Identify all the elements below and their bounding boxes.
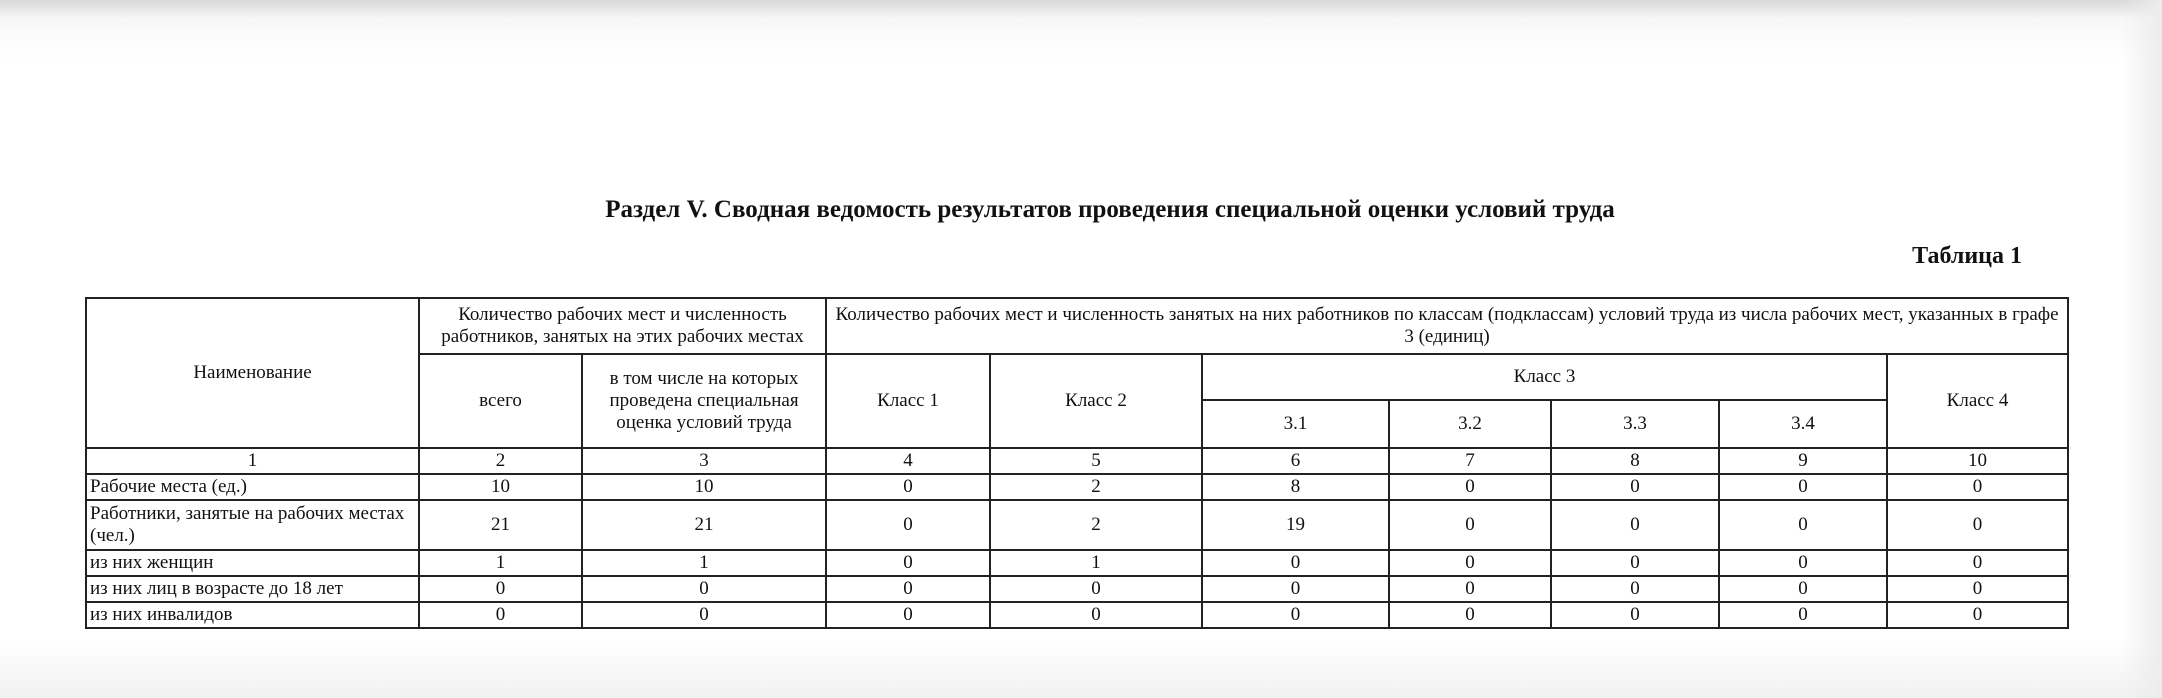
header-class-3-2: 3.2 [1389,400,1551,448]
row-label: из них инвалидов [86,602,419,628]
table-cell: 0 [826,474,990,500]
table-cell: 0 [826,576,990,602]
table-cell: 8 [1202,474,1389,500]
header-assessed: в том числе на которых проведена специальная оценка условий труда [582,354,826,448]
column-number: 3 [582,448,826,474]
column-number: 7 [1389,448,1551,474]
table-cell: 0 [419,602,582,628]
row-label: из них лиц в возрасте до 18 лет [86,576,419,602]
table-cell: 0 [1719,500,1887,550]
header-class-2: Класс 2 [990,354,1202,448]
table-cell: 2 [990,500,1202,550]
table-cell: 0 [1551,602,1719,628]
table-cell: 1 [419,550,582,576]
table-cell: 0 [582,602,826,628]
table-cell: 1 [990,550,1202,576]
column-number: 8 [1551,448,1719,474]
header-row-1 [86,298,2068,354]
table-cell: 21 [419,500,582,550]
table-cell: 0 [826,602,990,628]
column-number: 5 [990,448,1202,474]
table-cell: 0 [1551,474,1719,500]
table-cell: 21 [582,500,826,550]
header-workplaces-group: Количество рабочих мест и численность работников, занятых на этих рабочих местах [419,298,826,354]
column-number: 1 [86,448,419,474]
row-label: Рабочие места (ед.) [86,474,419,500]
table-row [86,474,2068,500]
table-cell: 0 [1551,500,1719,550]
table-row [86,500,2068,550]
scan-right-edge [2122,0,2162,698]
table-cell: 0 [1887,474,2068,500]
table-cell: 0 [1202,576,1389,602]
row-label: из них женщин [86,550,419,576]
section-title: Раздел V. Сводная ведомость результатов проведения специальной оценки условий труда [605,196,1615,223]
table-cell: 0 [1719,474,1887,500]
table-cell: 0 [1202,602,1389,628]
table-row [86,602,2068,628]
table-cell: 0 [1202,550,1389,576]
table-cell: 0 [1551,576,1719,602]
table-cell: 0 [1719,550,1887,576]
header-class-4: Класс 4 [1887,354,2068,448]
table-cell: 2 [990,474,1202,500]
summary-table [85,297,2069,629]
table-cell: 0 [582,576,826,602]
table-cell: 0 [1887,500,2068,550]
column-number: 6 [1202,448,1389,474]
table-cell: 0 [990,602,1202,628]
column-number: 2 [419,448,582,474]
header-class-3-3: 3.3 [1551,400,1719,448]
table-cell: 0 [1389,474,1551,500]
table-cell: 0 [1887,550,2068,576]
header-classes-group: Количество рабочих мест и численность занятых на них работников по классам (подклассам) условий труда из числа рабочих мест, указанных в графе 3 (единиц) [826,298,2068,354]
table-cell: 10 [582,474,826,500]
header-class-3-1: 3.1 [1202,400,1389,448]
header-class-3-4: 3.4 [1719,400,1887,448]
column-number: 10 [1887,448,2068,474]
table-cell: 0 [1719,602,1887,628]
table-cell: 0 [1389,576,1551,602]
header-total: всего [419,354,582,448]
scan-top-shadow [0,0,2162,18]
table-cell: 0 [990,576,1202,602]
table-cell: 0 [1887,602,2068,628]
table-cell: 0 [1389,500,1551,550]
table-row [86,550,2068,576]
table-cell: 0 [1389,550,1551,576]
table-cell: 0 [419,576,582,602]
header-class-3: Класс 3 [1202,354,1887,400]
table-label: Таблица 1 [1912,243,2022,269]
header-class-1: Класс 1 [826,354,990,448]
table-cell: 0 [1389,602,1551,628]
header-name: Наименование [86,298,419,448]
table-cell: 0 [1887,576,2068,602]
table-cell: 0 [1551,550,1719,576]
column-number-row [86,448,2068,474]
table-cell: 0 [1719,576,1887,602]
table-cell: 1 [582,550,826,576]
table-cell: 10 [419,474,582,500]
row-label: Работники, занятые на рабочих местах (чел.) [86,500,419,550]
table-cell: 19 [1202,500,1389,550]
column-number: 4 [826,448,990,474]
table-row [86,576,2068,602]
table-cell: 0 [826,500,990,550]
table-cell: 0 [826,550,990,576]
column-number: 9 [1719,448,1887,474]
